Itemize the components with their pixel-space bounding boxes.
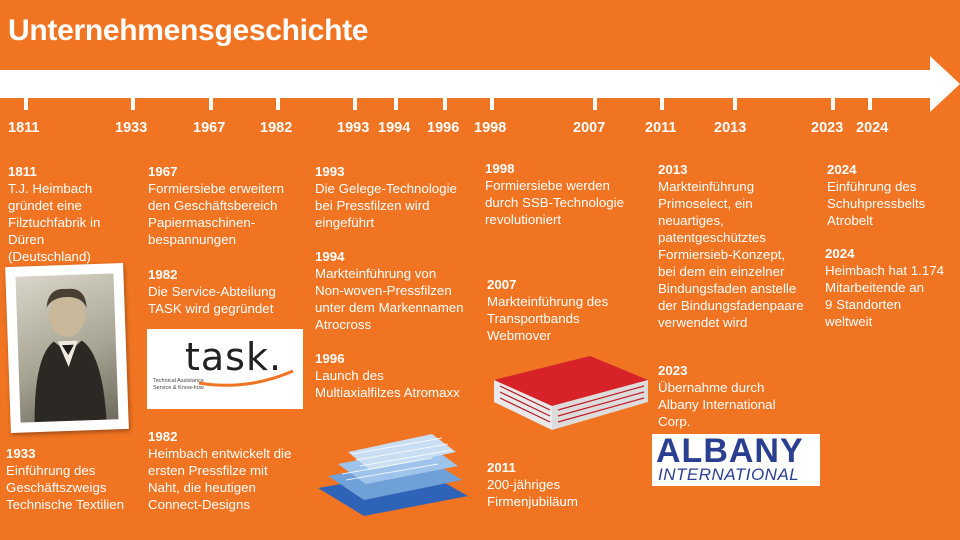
timeline-year: 1811 — [8, 120, 40, 136]
event-1994 — [315, 248, 480, 333]
event-1982-connect — [148, 428, 313, 513]
event-year: 1933 — [6, 446, 36, 461]
event-year: 1982 — [148, 267, 178, 282]
timeline-tick-2007 — [593, 98, 597, 110]
timeline-tick-1982 — [276, 98, 280, 110]
task-logo-swoosh — [197, 369, 297, 389]
timeline-year: 2007 — [573, 120, 606, 136]
event-1998 — [485, 160, 650, 228]
event-2011 — [487, 459, 627, 510]
event-1811 — [8, 163, 138, 265]
timeline-tick-2023 — [831, 98, 835, 110]
timeline-year: 1994 — [378, 120, 411, 136]
event-text: T.J. Heimbach gründet eine Filztuchfabrik in Düren (Deutschland) — [8, 181, 101, 264]
timeline-year: 2024 — [856, 120, 889, 136]
event-text: Die Gelege-Technologie bei Pressfilzen wird eingeführt — [315, 181, 457, 230]
event-2007 — [487, 276, 647, 344]
event-year: 1993 — [315, 164, 345, 179]
timeline-tick-2024 — [868, 98, 872, 110]
event-year: 2007 — [487, 277, 517, 292]
task-logo-word: task. — [185, 335, 283, 379]
timeline-year: 2011 — [645, 120, 677, 136]
event-2024-employees — [825, 245, 958, 330]
timeline-tick-1967 — [209, 98, 213, 110]
albany-logo-line2: INTERNATIONAL — [658, 465, 800, 484]
founder-portrait-image — [5, 263, 129, 433]
timeline-year: 1982 — [260, 120, 293, 136]
event-text: Formiersiebe erweitern den Geschäftsbereich Papiermaschinen- bespannungen — [148, 181, 284, 247]
event-text: Heimbach entwickelt die ersten Pressfilze mit Naht, die heutigen Connect-Designs — [148, 446, 292, 512]
event-1933 — [6, 445, 141, 513]
timeline-tick-1933 — [131, 98, 135, 110]
event-year: 1998 — [485, 161, 515, 176]
event-1982-task — [148, 266, 308, 317]
event-text: Markteinführung von Non-woven-Pressfilzen unter dem Markennamen Atrocross — [315, 266, 464, 332]
timeline-tick-2013 — [733, 98, 737, 110]
task-logo-tagline: Technical Assistance Service & Know-how — [153, 378, 204, 391]
albany-logo-line1: ALBANY — [656, 432, 804, 470]
event-text: Einführung des Geschäftszweigs Technische Textilien — [6, 463, 125, 512]
event-text: Die Service-Abteilung TASK wird gegründet — [148, 284, 276, 316]
event-year: 1811 — [8, 164, 37, 179]
event-text: Übernahme durch Albany International Corp. — [658, 380, 776, 429]
timeline-year: 2013 — [714, 120, 747, 136]
timeline-tick-2011 — [660, 98, 664, 110]
timeline-year: 1967 — [193, 120, 226, 136]
albany-international-logo — [652, 434, 820, 486]
event-2024-atrobelt — [827, 161, 957, 229]
multiaxial-felt-image — [312, 418, 472, 518]
event-year: 1994 — [315, 249, 345, 264]
event-text: Markteinführung des Transportbands Webmover — [487, 294, 609, 343]
timeline-year: 1996 — [427, 120, 460, 136]
event-text: Markteinführung Primoselect, ein neuartiges, patentgeschütztes Formiersieb-Konzept, bei dem ein einzelner Bindungsfaden anstelle der Bindungsfadenpaare verwendet wird — [658, 179, 804, 330]
event-year: 1996 — [315, 351, 345, 366]
event-2013 — [658, 161, 823, 331]
event-text: Heimbach hat 1.174 Mitarbeitende an 9 Standorten weltweit — [825, 263, 945, 329]
portrait-figure — [15, 273, 118, 422]
webmover-belt-image — [490, 350, 650, 435]
timeline-tick-1996 — [443, 98, 447, 110]
event-year: 2023 — [658, 363, 688, 378]
event-1996 — [315, 350, 480, 401]
page-title: Unternehmensgeschichte — [8, 14, 369, 47]
event-year: 2024 — [825, 246, 855, 261]
event-text: 200-jähriges Firmenjubiläum — [487, 477, 578, 509]
event-1967 — [148, 163, 308, 248]
event-year: 2013 — [658, 162, 688, 177]
event-year: 2011 — [487, 460, 516, 475]
timeline-tick-1811 — [24, 98, 28, 110]
timeline-tick-1998 — [490, 98, 494, 110]
event-text: Launch des Multiaxialfilzes Atromaxx — [315, 368, 460, 400]
timeline-arrow — [0, 56, 960, 112]
event-year: 1982 — [148, 429, 178, 444]
event-text: Formiersiebe werden durch SSB-Technologie revolutioniert — [485, 178, 624, 227]
timeline-year: 2023 — [811, 120, 844, 136]
task-logo — [147, 329, 303, 409]
timeline-year: 1998 — [474, 120, 507, 136]
event-text: Einführung des Schuhpressbelts Atrobelt — [827, 179, 926, 228]
event-2023 — [658, 362, 818, 430]
timeline-tick-1994 — [394, 98, 398, 110]
event-year: 2024 — [827, 162, 857, 177]
timeline-year: 1933 — [115, 120, 148, 136]
event-1993 — [315, 163, 480, 231]
timeline-tick-1993 — [353, 98, 357, 110]
timeline-year: 1993 — [337, 120, 370, 136]
event-year: 1967 — [148, 164, 178, 179]
